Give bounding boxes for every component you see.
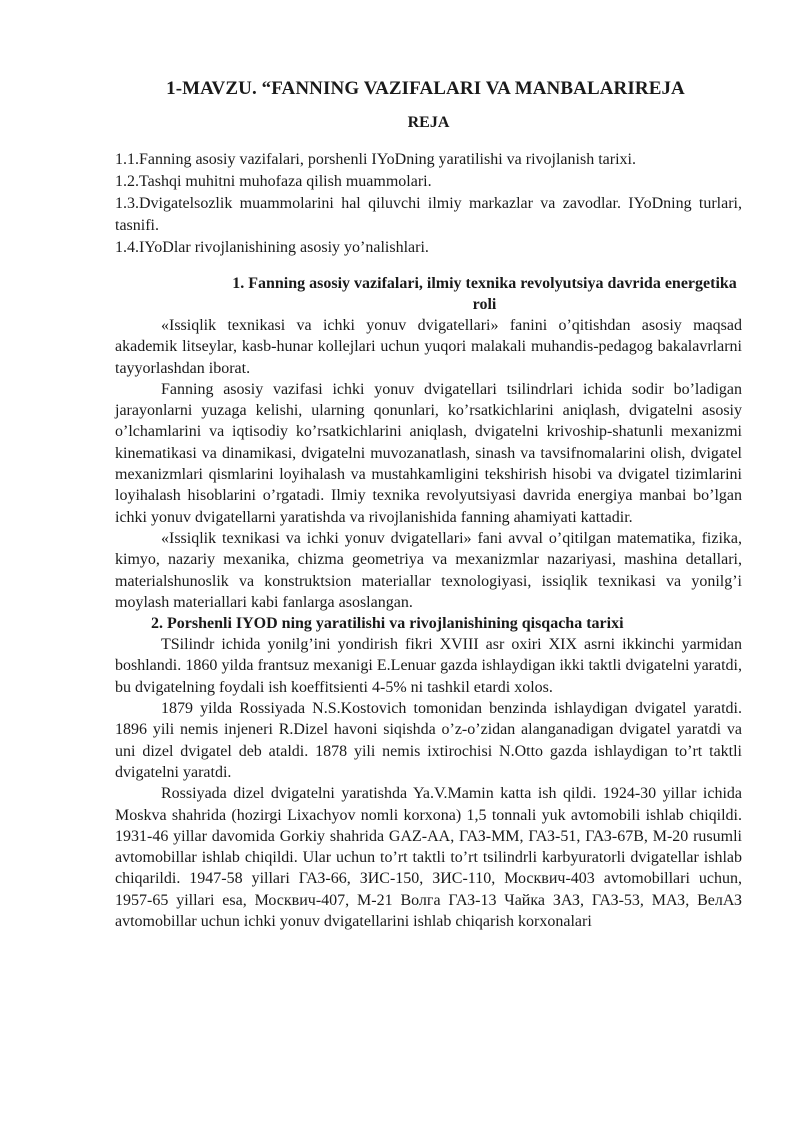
paragraph: Fanning asosiy vazifasi ichki yonuv dvigatellari tsilindrlari ichida sodir bo’ladigan jarayonlarni yuzaga kelishi, ularning qonunlari, ko’rsatkichlarini aniqlash, dvigatelni asosiy o’lchamlarini va iqtisodiy ko’rsatkichlarini aniqlash, dvigatelni krivoship-shatunli mexanizmi kinematikasi va dinamikasi, dvigatelni muvozanatlash, sinash va tavsifnomalarini olish, dvigatel mexanizmlari qismlarini loyihalash va mustahkamligini tekshirish hisobi va dvigatel tizimlarini loyihalash hisoblarini o’rgatadi. Ilmiy texnika revolyutsiyasi davrida energiya manbai bo’lgan ichki yonuv dvigatellarni yaratishda va rivojlanishida fanning ahamiyati kattadir. (115, 380, 742, 526)
paragraph: Rossiyada dizel dvigatelni yaratishda Ya.V.Mamin katta ish qildi. 1924-30 yillar ichida Moskva shahrida (hozirgi Lixachyov nomli korxona) 1,5 tonnali yuk avtomobili ishlab chiqildi. 1931-46 yillar davomida Gorkiy shahrida GAZ-AA, ГАЗ-ММ, ГАЗ-51, ГАЗ-67В, М-20 rusumli avtomobillar ishlab chiqildi. Ular uchun to’rt taktli to’rt tsilindrli karbyuratorli dvigatellar ishlab chiqarildi. 1947-58 yillari ГАЗ-66, ЗИС-150, ЗИС-110, Москвич-403 avtomobillari uchun, 1957-65 yillari esa, Москвич-407, М-21 Волга ГАЗ-13 Чайка ЗАЗ, ГАЗ-53, МАЗ, ВелАЗ avtomobillar uchun ichki yonuv dvigatellarini ishlab chiqarish korxonalari (115, 785, 742, 931)
section-1-heading: 1. Fanning asosiy vazifalari, ilmiy texnika revolyutsiya davrida energetika roli (232, 275, 737, 313)
paragraph: «Issiqlik texnikasi va ichki yonuv dvigatellari» fanini o’qitishdan asosiy maqsad akademik litseylar, kasb-hunar kollejlari uchun yuqori malakali muhandis-pedagog bakalavrlarni tayyorlashdan iborat. (115, 317, 742, 377)
section-2-heading: 2. Porshenli IYOD ning yaratilishi va rivojlanishining qisqacha tarixi (151, 615, 624, 633)
plan-item: 1.4.IYoDlar rivojlanishining asosiy yo’nalishlari. (115, 239, 429, 256)
document-page (115, 78, 742, 932)
paragraph: TSilindr ichida yonilg’ini yondirish fikri XVIII asr oxiri XIX asrni ikkinchi yarmidan boshlandi. 1860 yilda frantsuz mexanigi E.Lenuar gazda ishlaydigan ikki taktli dvigatelni yaratdi, bu dvigatelning foydali ish koeffitsienti 4-5% ni tashkil etardi xolos. (115, 636, 742, 696)
plan-list (115, 149, 742, 259)
page-title: 1-MAVZU. “FANNING VAZIFALARI VA MANBALARIREJA (166, 78, 685, 99)
plan-item: 1.2.Tashqi muhitni muhofaza qilish muammolari. (115, 173, 432, 190)
paragraph: 1879 yilda Rossiyada N.S.Kostovich tomonidan benzinda ishlaydigan dvigatel yaratdi. 1896 yili nemis injeneri R.Dizel havoni siqishda o’z-o’zidan alanganadigan dvigatel yaratdi va uni dizel dvigatel deb ataldi. 1878 yili nemis ixtirochisi N.Otto gazda ishlaydigan to’rt taktli dvigatelni yaratdi. (115, 700, 742, 781)
plan-heading: REJA (407, 114, 450, 131)
paragraph: «Issiqlik texnikasi va ichki yonuv dvigatellari» fani avval o’qitilgan matematika, fizika, kimyo, nazariy mexanika, chizma geometriya va mexanizmlar nazariyasi, mashina detallari, materialshunoslik va konstruktsion materiallar texnologiyasi, issiqlik texnikasi va yonilg’i moylash materiallari kabi fanlarga asoslangan. (115, 529, 742, 611)
plan-item: 1.1.Fanning asosiy vazifalari, porshenli IYoDning yaratilishi va rivojlanish tarixi. (115, 151, 636, 168)
plan-item: 1.3.Dvigatelsozlik muammolarini hal qiluvchi ilmiy markazlar va zavodlar. IYoDning turlari, tasnifi. (115, 195, 742, 234)
